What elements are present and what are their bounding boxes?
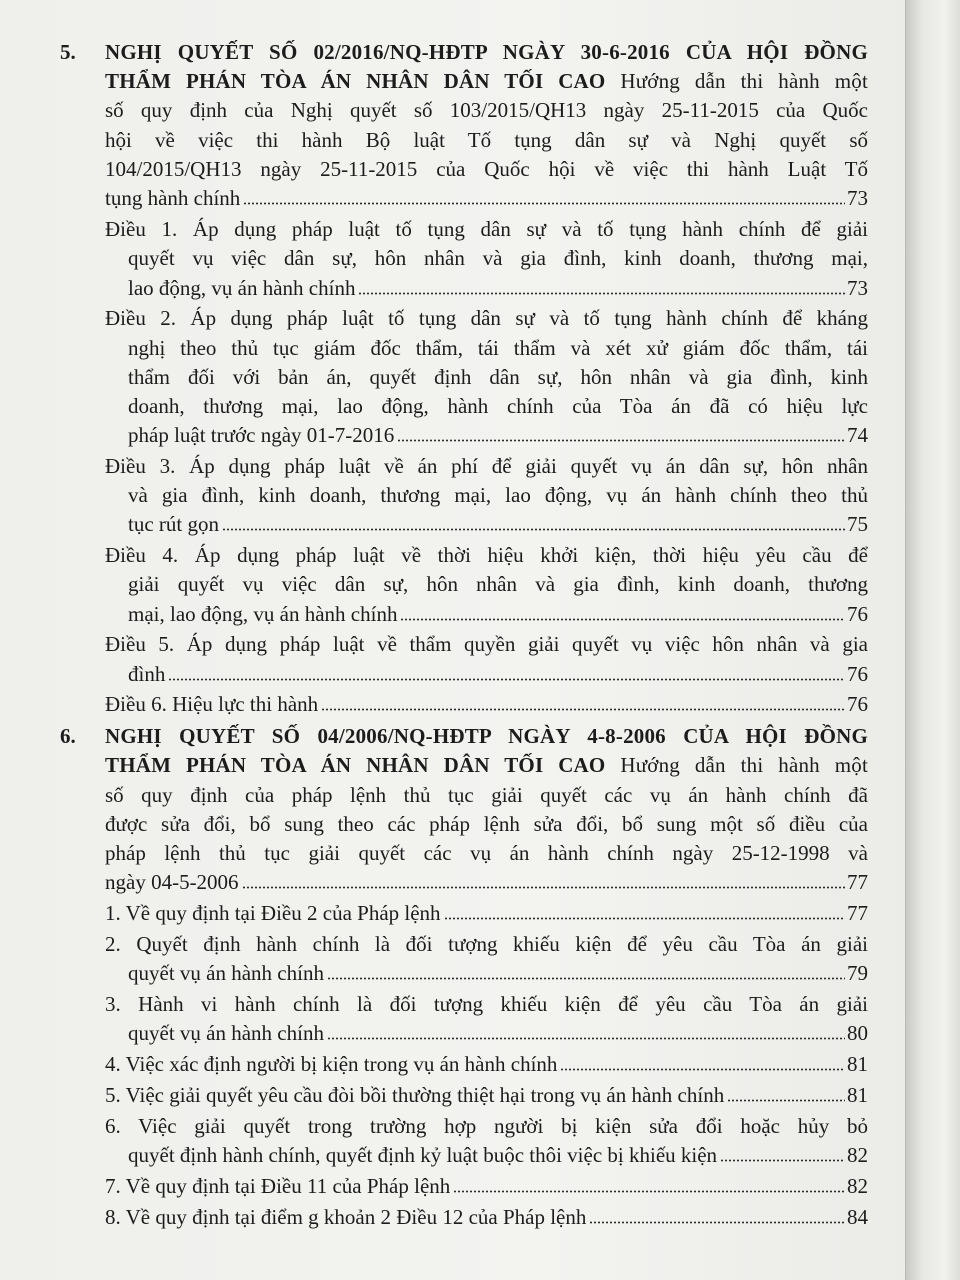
toc-item-line: nghị theo thủ tục giám đốc thẩm, tái thẩm và xét xử giám đốc thẩm, tái — [128, 335, 868, 360]
page-edge — [905, 0, 960, 1280]
resolution-title-line: số quy định của Nghị quyết số 103/2015/QH13 ngày 25-11-2015 của Quốc — [105, 98, 868, 123]
resolution-title-line: 104/2015/QH13 ngày 25-11-2015 của Quốc hội về việc thi hành Luật Tố — [105, 156, 868, 181]
entry-text: mại, lao động, vụ án hành chính — [128, 601, 398, 626]
resolution-title-line: số quy định của pháp lệnh thủ tục giải quyết các vụ án hành chính đã — [105, 782, 868, 807]
dot-leader — [400, 618, 845, 621]
toc-item-line: Điều 3. Áp dụng pháp luật về án phí để giải quyết vụ án dân sự, hôn nhân — [105, 454, 868, 478]
entry-text: đình — [128, 661, 166, 686]
page-number: 76 — [847, 692, 868, 717]
resolution-title-line: được sửa đổi, bổ sung theo các pháp lệnh sửa đổi, bổ sung một số điều của — [105, 811, 868, 836]
toc-item-last-line — [128, 510, 868, 538]
entry-text: tục rút gọn — [128, 512, 219, 537]
dot-leader — [358, 292, 845, 295]
toc-item-last-line — [128, 959, 868, 987]
resolution-title-line: NGHỊ QUYẾT SỐ 02/2016/NQ-HĐTP NGÀY 30-6-2016 CỦA HỘI ĐỒNG — [105, 40, 868, 64]
dot-leader — [560, 1068, 845, 1071]
dot-leader — [444, 917, 845, 920]
page-number: 82 — [847, 1173, 868, 1198]
dot-leader — [168, 678, 845, 681]
entry-text: ngày 04-5-2006 — [105, 870, 239, 895]
entry-number: 5. — [60, 40, 76, 64]
entry-text: 8. Về quy định tại điểm g khoản 2 Điều 12 của Pháp lệnh — [105, 1204, 587, 1229]
dot-leader — [720, 1159, 845, 1162]
toc-item-line: Điều 2. Áp dụng pháp luật tố tụng dân sự và tố tụng hành chính để kháng — [105, 306, 868, 331]
toc-item-last-line — [128, 1141, 868, 1169]
toc-item-last-line — [105, 1172, 868, 1200]
toc-item-line: Điều 5. Áp dụng pháp luật về thẩm quyền giải quyết vụ việc hôn nhân và gia — [105, 632, 868, 657]
dot-leader — [327, 1037, 845, 1040]
toc-item-line: thẩm đối với bản án, quyết định dân sự, hôn nhân và gia đình, kinh — [128, 364, 868, 389]
page-number: 77 — [847, 901, 868, 926]
toc-item-line: giải quyết vụ việc dân sự, hôn nhân và gia đình, kinh doanh, thương — [128, 572, 868, 597]
entry-text: lao động, vụ án hành chính — [128, 275, 356, 300]
resolution-title-line: NGHỊ QUYẾT SỐ 04/2006/NQ-HĐTP NGÀY 4-8-2006 CỦA HỘI ĐỒNG — [105, 724, 868, 749]
toc-item-line: doanh, thương mại, lao động, hành chính của Tòa án đã có hiệu lực — [128, 394, 868, 418]
entry-text: Điều 6. Hiệu lực thi hành — [105, 692, 319, 717]
toc-item-last-line — [128, 600, 868, 628]
entry-text: quyết định hành chính, quyết định kỷ luật buộc thôi việc bị khiếu kiện — [128, 1143, 718, 1167]
entry-text: 5. Việc giải quyết yêu cầu đòi bồi thường thiệt hại trong vụ án hành chính — [105, 1083, 725, 1107]
toc-item-line: 3. Hành vi hành chính là đối tượng khiếu kiện để yêu cầu Tòa án giải — [105, 992, 868, 1017]
resolution-title-line: hội về việc thi hành Bộ luật Tố tụng dân sự và Nghị quyết số — [105, 127, 868, 152]
entry-text: 4. Việc xác định người bị kiện trong vụ án hành chính — [105, 1052, 558, 1077]
dot-leader — [327, 977, 845, 980]
toc-item-last-line — [128, 421, 868, 449]
dot-leader — [589, 1221, 845, 1224]
page-number: 79 — [847, 961, 868, 986]
toc-item-last-line — [105, 1203, 868, 1231]
toc-item-last-line — [105, 1081, 868, 1109]
resolution-title-line: pháp lệnh thủ tục giải quyết các vụ án hành chính ngày 25-12-1998 và — [105, 841, 868, 865]
toc-item-line: 2. Quyết định hành chính là đối tượng khiếu kiện để yêu cầu Tòa án giải — [105, 932, 868, 957]
entry-text: tụng hành chính — [105, 186, 241, 210]
dot-leader — [321, 708, 845, 711]
entry-number: 6. — [60, 724, 76, 749]
page-number: 81 — [847, 1083, 868, 1107]
dot-leader — [242, 886, 845, 889]
page-number: 84 — [847, 1204, 868, 1229]
toc-item-line: và gia đình, kinh doanh, thương mại, lao động, vụ án hành chính theo thủ — [128, 483, 868, 508]
toc-item-last-line — [128, 1019, 868, 1047]
entry-text: 1. Về quy định tại Điều 2 của Pháp lệnh — [105, 901, 441, 926]
dot-leader — [222, 528, 845, 531]
page-number: 76 — [847, 661, 868, 686]
dot-leader — [397, 439, 845, 442]
toc-item-line: Điều 1. Áp dụng pháp luật tố tụng dân sự và tố tụng hành chính để giải — [105, 217, 868, 242]
page-number: 76 — [847, 601, 868, 626]
dot-leader — [243, 202, 845, 205]
resolution-title-line: THẨM PHÁN TÒA ÁN NHÂN DÂN TỐI CAO Hướng dẫn thi hành một — [105, 69, 868, 94]
resolution-title-last-line — [105, 184, 868, 212]
dot-leader — [727, 1099, 845, 1102]
entry-text: pháp luật trước ngày 01-7-2016 — [128, 423, 395, 448]
entry-text: quyết vụ án hành chính — [128, 1021, 324, 1046]
toc-item-last-line — [105, 690, 868, 718]
entry-text: 7. Về quy định tại Điều 11 của Pháp lệnh — [105, 1173, 451, 1198]
page-number: 75 — [847, 512, 868, 537]
toc-item-last-line — [128, 274, 868, 302]
page-number: 73 — [847, 186, 868, 210]
page-number: 80 — [847, 1021, 868, 1046]
toc-item-line: Điều 4. Áp dụng pháp luật về thời hiệu khởi kiện, thời hiệu yêu cầu để — [105, 543, 868, 568]
page-number: 73 — [847, 275, 868, 300]
dot-leader — [453, 1190, 845, 1193]
toc-item-last-line — [105, 1050, 868, 1078]
page-number: 74 — [847, 423, 868, 448]
toc-item-last-line — [128, 660, 868, 688]
toc-item-last-line — [105, 899, 868, 927]
page-number: 82 — [847, 1143, 868, 1167]
toc-item-line: 6. Việc giải quyết trong trường hợp người bị kiện sửa đổi hoặc hủy bỏ — [105, 1113, 868, 1138]
resolution-title-line: THẨM PHÁN TÒA ÁN NHÂN DÂN TỐI CAO Hướng dẫn thi hành một — [105, 753, 868, 778]
entry-text: quyết vụ án hành chính — [128, 961, 324, 986]
toc-item-line: quyết vụ việc dân sự, hôn nhân và gia đình, kinh doanh, thương mại, — [128, 246, 868, 271]
page-number: 81 — [847, 1052, 868, 1077]
page-number: 77 — [847, 870, 868, 895]
resolution-title-last-line — [105, 868, 868, 896]
